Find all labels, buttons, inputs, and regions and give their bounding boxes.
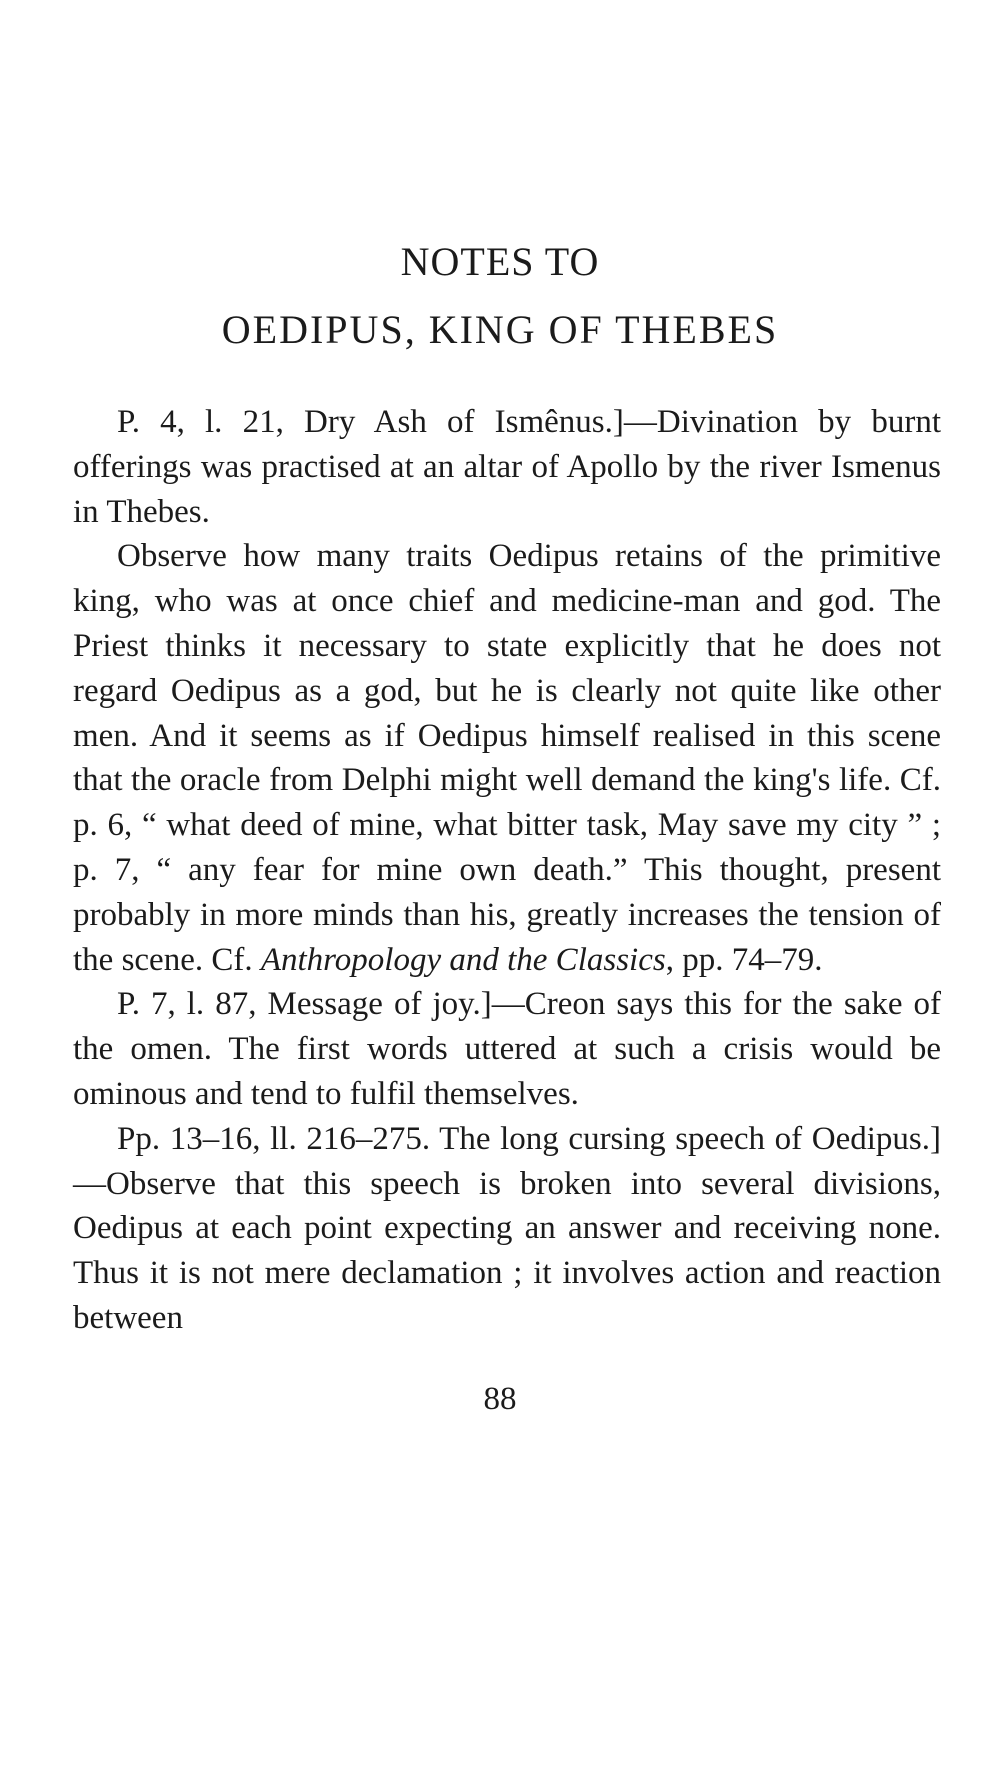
note-paragraph-3: P. 7, l. 87, Message of joy.]—Creon says this for the sake of the omen. The first words uttered at such a crisis would be ominous and tend to fulfil themselves. xyxy=(73,986,941,1112)
note-paragraph-1: P. 4, l. 21, Dry Ash of Ismênus.]—Divination by burnt offerings was practised at an altar of Apollo by the river Ismenus in Thebes. xyxy=(73,404,941,530)
heading-play-title: OEDIPUS, KING OF THEBES xyxy=(221,307,779,352)
note-paragraph-2 xyxy=(73,534,941,982)
page-number: 88 xyxy=(483,1381,517,1417)
note-paragraph-2-pages: , pp. 74–79. xyxy=(665,941,823,978)
notes-body xyxy=(73,400,941,1341)
heading-notes-to: NOTES TO xyxy=(400,239,600,284)
book-title-reference: Anthropology and the Classics xyxy=(260,941,666,978)
note-paragraph-2-text: Observe how many traits Oedipus retains of the primitive king, who was at once chief and medicine-man and god. The Priest thinks it necessary to state explicitly that he does not regard Oedipus as a god, but he is clearly not quite like other men. And it seems as if Oedipus himself realised in this scene that the oracle from Delphi might well demand the king's life. Cf. p. 6, “ what deed of mine, what bitter task, May save my city ” ; p. 7, “ any fear for mine own death.” This thought, present probably in more minds than his, greatly increases the tension of the scene. Cf. xyxy=(73,538,941,978)
note-paragraph-4: Pp. 13–16, ll. 216–275. The long cursing speech of Oedipus.]—Observe that this speech is broken into several divisions, Oedipus at each point expecting an answer and receiving none. Thus it is not mere declamation ; it involves action and reaction between xyxy=(73,1120,941,1336)
